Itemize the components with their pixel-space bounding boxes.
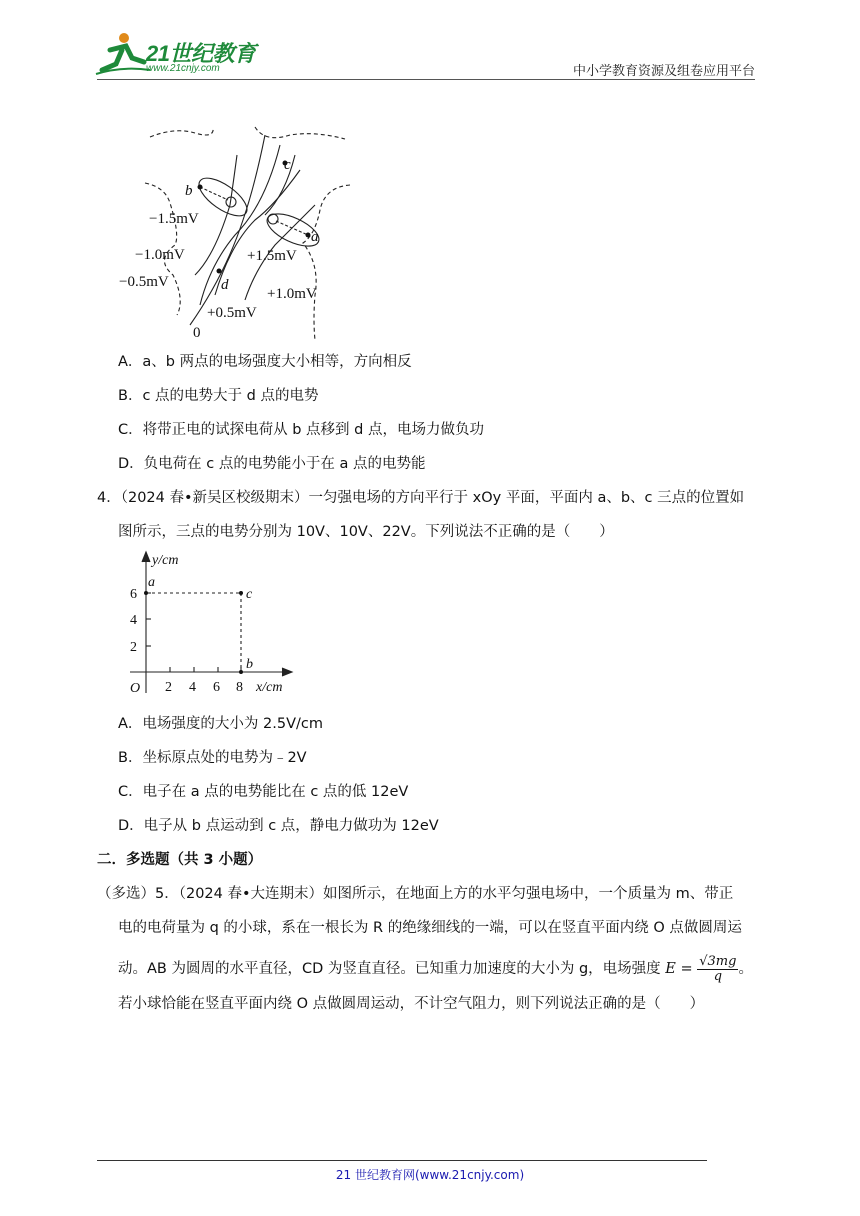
- q4-option-c: C．电子在 a 点的电势能比在 c 点的低 12eV: [118, 784, 409, 800]
- q4-stem-line2: 图所示，三点的电势分别为 10V、10V、22V。下列说法不正确的是（ ）: [118, 524, 614, 540]
- q5-formula-lhs: E =: [665, 961, 693, 977]
- q5-formula-fraction: [697, 955, 738, 984]
- fig1-label-m05: −0.5mV: [119, 274, 169, 290]
- coordinate-figure: [120, 548, 300, 698]
- fig2-origin-label: O: [130, 681, 141, 696]
- q4-option-a: A．电场强度的大小为 2.5V/cm: [118, 716, 323, 732]
- header-divider: [97, 79, 755, 80]
- q3-option-a: A．a、b 两点的电场强度大小相等，方向相反: [118, 354, 412, 370]
- q5-formula-denominator: q: [713, 968, 723, 984]
- q5-stem-line3: [118, 952, 753, 986]
- q5-stem-line4: 若小球恰能在竖直平面内绕 O 点做圆周运动，不计空气阻力，则下列说法正确的是（ ）: [118, 996, 705, 1012]
- fig2-x-tick-6: 6: [213, 680, 220, 695]
- fig2-y-tick-2: 2: [130, 640, 137, 655]
- footer-text: 21 世纪教育网(www.21cnjy.com): [335, 1168, 525, 1182]
- fig1-label-c: c: [284, 157, 291, 173]
- q5-formula-numerator: √3mg: [699, 953, 737, 969]
- equipotential-figure: [115, 125, 365, 345]
- fig2-point-a: a: [148, 575, 155, 590]
- q5-line3-text: 动。AB 为圆周的水平直径，CD 为竖直直径。已知重力加速度的大小为 g，电场强度: [118, 961, 666, 977]
- fig2-y-tick-6: 6: [130, 587, 137, 602]
- fig2-x-axis-label: x/cm: [256, 680, 283, 695]
- platform-title: 中小学教育资源及组卷应用平台: [572, 64, 755, 79]
- q3-option-d: D．负电荷在 c 点的电势能小于在 a 点的电势能: [118, 456, 426, 472]
- fig1-label-p15: +1.5mV: [247, 248, 297, 264]
- q3-option-b: B．c 点的电势大于 d 点的电势: [118, 388, 319, 404]
- section-heading-multi-choice: 二．多选题（共 3 小题）: [97, 852, 263, 868]
- q4-stem-line1: 4．（2024 春•新吴区校级期末）一匀强电场的方向平行于 xOy 平面，平面内 a、b、c 三点的位置如: [97, 490, 745, 506]
- q5-line3-end: 。: [738, 961, 753, 977]
- footer-divider: [97, 1160, 707, 1161]
- logo-text: 21世纪教育: [146, 41, 256, 66]
- fig1-label-d: d: [221, 277, 229, 293]
- logo-runner-icon: [92, 30, 152, 80]
- logo-url: www.21cnjy.com: [146, 63, 220, 74]
- fig1-label-a: a: [311, 229, 319, 245]
- fig2-x-tick-8: 8: [236, 680, 243, 695]
- q4-option-b: B．坐标原点处的电势为﹣2V: [118, 750, 307, 766]
- fig1-label-p10: +1.0mV: [267, 286, 317, 302]
- page-header: [0, 0, 860, 80]
- fig2-y-tick-4: 4: [130, 613, 137, 628]
- q5-stem-line1: （多选）5．（2024 春•大连期末）如图所示，在地面上方的水平匀强电场中，一个质量为 m、带正: [97, 886, 734, 902]
- fig1-label-zero: 0: [193, 325, 201, 341]
- fig2-x-tick-4: 4: [189, 680, 196, 695]
- q4-option-d: D．电子从 b 点运动到 c 点，静电力做功为 12eV: [118, 818, 439, 834]
- fig2-y-axis-label: y/cm: [152, 553, 179, 568]
- fig1-label-m10: −1.0mV: [135, 247, 185, 263]
- fig1-label-p05: +0.5mV: [207, 305, 257, 321]
- q3-option-c: C．将带正电的试探电荷从 b 点移到 d 点，电场力做负功: [118, 422, 484, 438]
- q5-stem-line2: 电的电荷量为 q 的小球，系在一根长为 R 的绝缘细线的一端，可以在竖直平面内绕 O 点做圆周运: [118, 920, 742, 936]
- fig2-point-c: c: [246, 587, 253, 602]
- fig2-x-tick-2: 2: [165, 680, 172, 695]
- fig1-label-m15: −1.5mV: [149, 211, 199, 227]
- fig2-point-b: b: [246, 657, 253, 672]
- fig1-label-b: b: [185, 183, 193, 199]
